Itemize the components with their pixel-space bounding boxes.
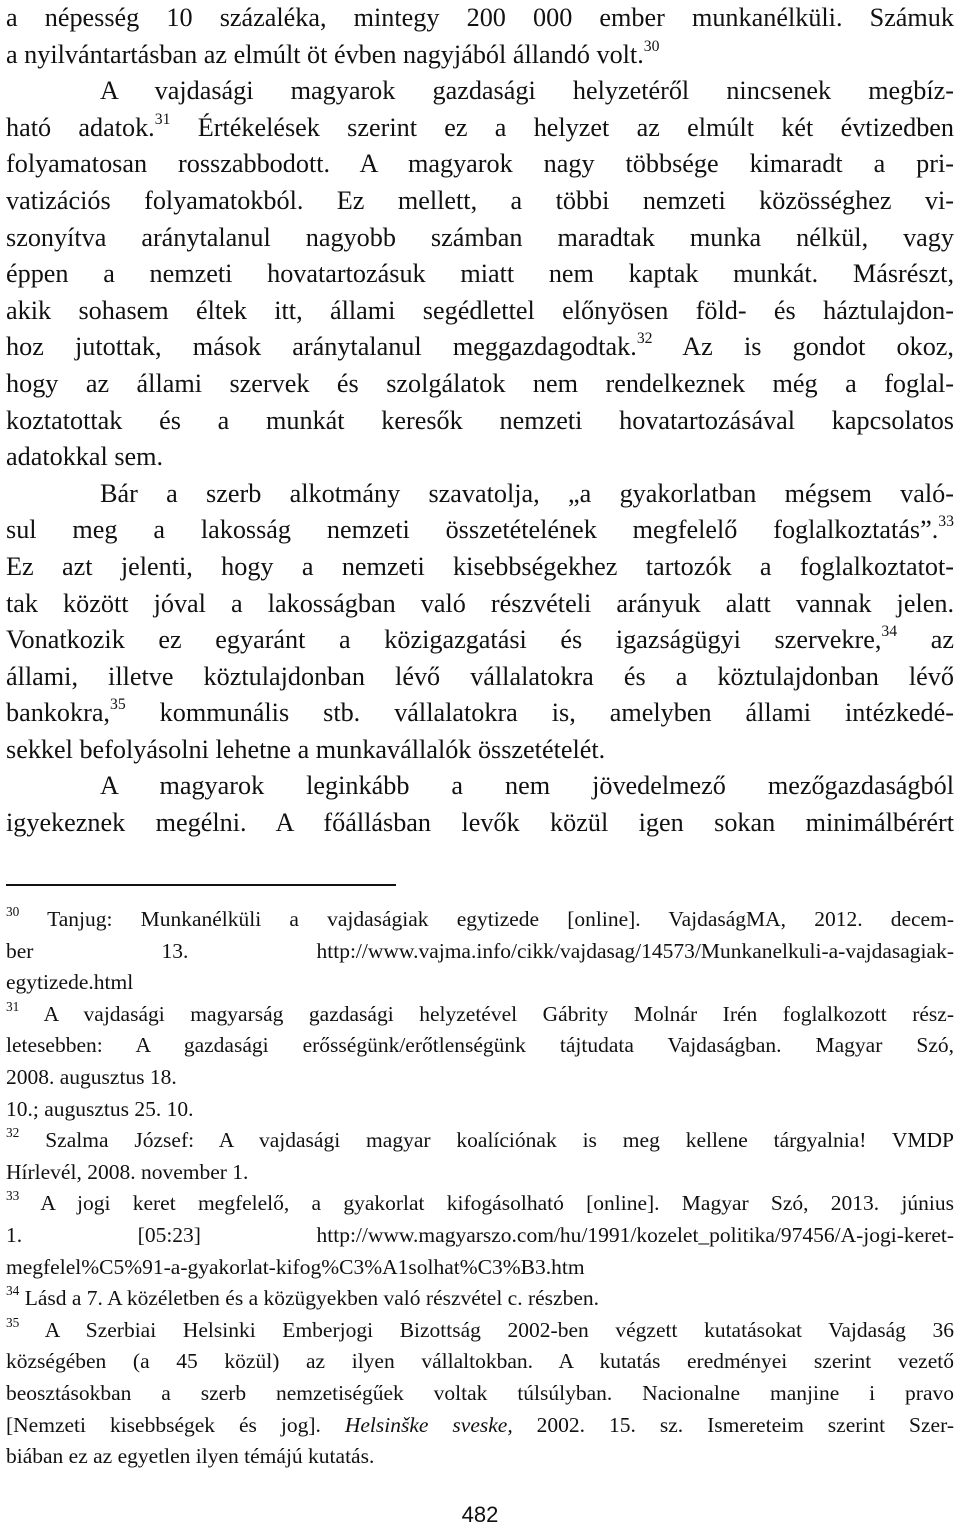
text-span: Értékelések szerint ez a helyzet az elmúlt két évtizedben xyxy=(170,112,955,142)
footnote-text: A Szerbiai Helsinki Emberjogi Bizottság 2002-ben végzett kutatásokat Vajdaság 36 xyxy=(19,1317,954,1342)
text-span: Vonatkozik ez egyaránt a közigazgatási és igazságügyi szervekre, xyxy=(6,625,882,655)
text-span: akik sohasem éltek itt, állami segédlettel előnyösen föld- és háztulajdon- xyxy=(6,295,954,325)
footnote-line xyxy=(6,904,954,936)
text-span: hogy az állami szervek és szolgálatok nem rendelkeznek még a foglal- xyxy=(6,368,954,398)
footnote-link[interactable]: ber 13. http://www.vajma.info/cikk/vajdasag/14573/Munkanelkuli-a-vajdasagiak- xyxy=(6,938,954,963)
footnote-number: 34 xyxy=(6,1282,20,1298)
text-line xyxy=(6,73,954,110)
footnote-ref[interactable]: 32 xyxy=(636,330,653,348)
text-line xyxy=(6,110,954,147)
text-span: adatokkal sem. xyxy=(6,442,164,472)
text-line xyxy=(6,0,954,37)
text-line xyxy=(6,659,954,696)
footnote-line xyxy=(6,967,954,999)
text-line xyxy=(6,805,954,842)
footnote-line xyxy=(6,1283,954,1315)
footnote-number: 30 xyxy=(6,903,20,919)
text-line xyxy=(6,512,954,549)
footnote-text: beosztásokban a szerb nemzetiségűek voltak túlsúlyban. Nacionalne manjine i pravo xyxy=(6,1380,954,1405)
text-line xyxy=(6,146,954,183)
footnote-divider xyxy=(6,884,396,886)
text-line xyxy=(6,695,954,732)
footnote-line xyxy=(6,999,954,1031)
footnote-number: 32 xyxy=(6,1125,20,1141)
footnote-ref[interactable]: 31 xyxy=(154,110,171,128)
footnote-ref[interactable]: 33 xyxy=(938,513,954,531)
footnote-text: [Nemzeti kisebbségek és jog]. xyxy=(6,1412,345,1437)
footnote-text: 2008. augusztus 18. xyxy=(6,1064,177,1089)
footnote-text: A vajdasági magyarság gazdasági helyzetével Gábrity Molnár Irén foglalkozott rész- xyxy=(19,1001,954,1026)
footnote-line xyxy=(6,1315,954,1347)
text-span: igyekeznek megélni. A főállásban levők közül igen sokan minimálbérért xyxy=(6,808,954,838)
footnote-ref[interactable]: 34 xyxy=(881,623,898,641)
text-span: a népesség 10 százaléka, mintegy 200 000 ember munkanélküli. Számuk xyxy=(6,3,954,32)
footnote-line xyxy=(6,1094,954,1126)
text-line xyxy=(6,768,954,805)
text-span: a nyilvántartásban az elmúlt öt évben nagyjából állandó volt. xyxy=(6,39,644,69)
footnote-text: letesebben: A gazdasági erősségünk/erőtlenségünk tájtudata Vajdaságban. Magyar Szó, xyxy=(6,1033,954,1058)
text-line xyxy=(6,329,954,366)
text-line xyxy=(6,549,954,586)
footnote-link[interactable]: 1. [05:23] http://www.magyarszo.com/hu/1991/kozelet_politika/97456/A-jogi-keret- xyxy=(6,1222,954,1247)
text-span: tak között jóval a lakosságban való részvételi arányuk alatt vannak jelen. xyxy=(6,588,954,618)
footnote-text: Lásd a 7. A közéletben és a közügyekben való részvétel c. részben. xyxy=(19,1286,599,1311)
text-span: A magyarok leginkább a nem jövedelmező mezőgazdaságból xyxy=(100,771,954,801)
footnote-text: Hírlevél, 2008. november 1. xyxy=(6,1159,249,1184)
text-span: A vajdasági magyarok gazdasági helyzetéről nincsenek megbíz- xyxy=(100,76,954,106)
text-span: állami, illetve köztulajdonban lévő vállalatokra és a köztulajdonban lévő xyxy=(6,661,954,691)
text-span: bankokra, xyxy=(6,698,110,728)
text-span: koztatottak és a munkát keresők nemzeti hovatartozásával kapcsolatos xyxy=(6,405,954,435)
footnote-line xyxy=(6,1252,954,1284)
text-line xyxy=(6,403,954,440)
footnote-line xyxy=(6,1188,954,1220)
text-span: folyamatosan rosszabbodott. A magyarok nagy többsége kimaradt a pri- xyxy=(6,149,954,179)
footnote-line xyxy=(6,1125,954,1157)
text-span: ható adatok. xyxy=(6,112,155,142)
footnote-journal-title: Helsinške sveske, xyxy=(344,1412,513,1437)
text-line xyxy=(6,439,954,476)
text-line xyxy=(6,37,954,74)
text-span: szonyítva aránytalanul nagyobb számban maradtak munka nélkül, vagy xyxy=(6,222,954,252)
text-line xyxy=(6,256,954,293)
footnote-number: 31 xyxy=(6,998,20,1014)
footnote-number: 33 xyxy=(6,1188,20,1204)
footnote-line xyxy=(6,1410,954,1442)
text-span: kommunális stb. vállalatokra is, amelyben állami intézkedé- xyxy=(125,698,954,728)
text-span: vatizációs folyamatokból. Ez mellett, a többi nemzeti közösséghez vi- xyxy=(6,185,954,215)
footnote-line xyxy=(6,1030,954,1062)
footnote-line xyxy=(6,1441,954,1473)
footnote-text: 10.; augusztus 25. 10. xyxy=(6,1096,194,1121)
text-line xyxy=(6,732,954,769)
text-span: Bár a szerb alkotmány szavatolja, „a gyakorlatban mégsem való- xyxy=(100,478,954,508)
footnote-line xyxy=(6,1062,954,1094)
text-line xyxy=(6,183,954,220)
footnote-text: biában ez az egyetlen ilyen témájú kutatás. xyxy=(6,1444,375,1469)
footnote-text: községében (a 45 közül) az ilyen vállaltokban. A kutatás eredményei szerint vezető xyxy=(6,1349,954,1374)
text-line xyxy=(6,586,954,623)
footnote-ref[interactable]: 30 xyxy=(643,37,660,55)
text-line xyxy=(6,293,954,330)
footnote-line xyxy=(6,1157,954,1189)
text-span: Az is gondot okoz, xyxy=(652,332,954,362)
text-line xyxy=(6,622,954,659)
footnote-link[interactable]: megfelel%C5%91-a-gyakorlat-kifog%C3%A1solhat%C3%B3.htm xyxy=(6,1254,585,1279)
text-span: az xyxy=(897,625,954,655)
footnote-line xyxy=(6,1220,954,1252)
footnote-text: Szalma József: A vajdasági magyar koalíciónak is meg kellene tárgyalnia! VMDP xyxy=(19,1128,954,1153)
page-number: 482 xyxy=(461,1502,499,1527)
text-span: Ez azt jelenti, hogy a nemzeti kisebbségekhez tartozók a foglalkoztatot- xyxy=(6,551,954,581)
footnote-link[interactable]: egytizede.html xyxy=(6,970,134,995)
text-line xyxy=(6,476,954,513)
footnote-number: 35 xyxy=(6,1314,20,1330)
text-line xyxy=(6,366,954,403)
footnote-text: 2002. 15. sz. Ismereteim szerint Szer- xyxy=(512,1412,954,1437)
text-span: hoz jutottak, mások aránytalanul meggazdagodtak. xyxy=(6,332,637,362)
footnote-text: Tanjug: Munkanélküli a vajdaságiak egytizede [online]. VajdaságMA, 2012. decem- xyxy=(19,907,954,931)
text-span: sul meg a lakosság nemzeti összetételének megfelelő foglalkoztatás”. xyxy=(6,515,939,545)
text-span: sekkel befolyásolni lehetne a munkavállalók összetételét. xyxy=(6,734,606,764)
footnote-ref[interactable]: 35 xyxy=(109,696,126,714)
footnotes xyxy=(6,904,954,1473)
footnote-line xyxy=(6,1346,954,1378)
footnote-line xyxy=(6,1378,954,1410)
footnote-text: A jogi keret megfelelő, a gyakorlat kifogásolható [online]. Magyar Szó, 2013. június xyxy=(19,1191,954,1216)
footnote-line xyxy=(6,936,954,968)
text-span: éppen a nemzeti hovatartozásuk miatt nem kaptak munkát. Másrészt, xyxy=(6,259,954,289)
text-line xyxy=(6,220,954,257)
body-text xyxy=(6,0,954,842)
